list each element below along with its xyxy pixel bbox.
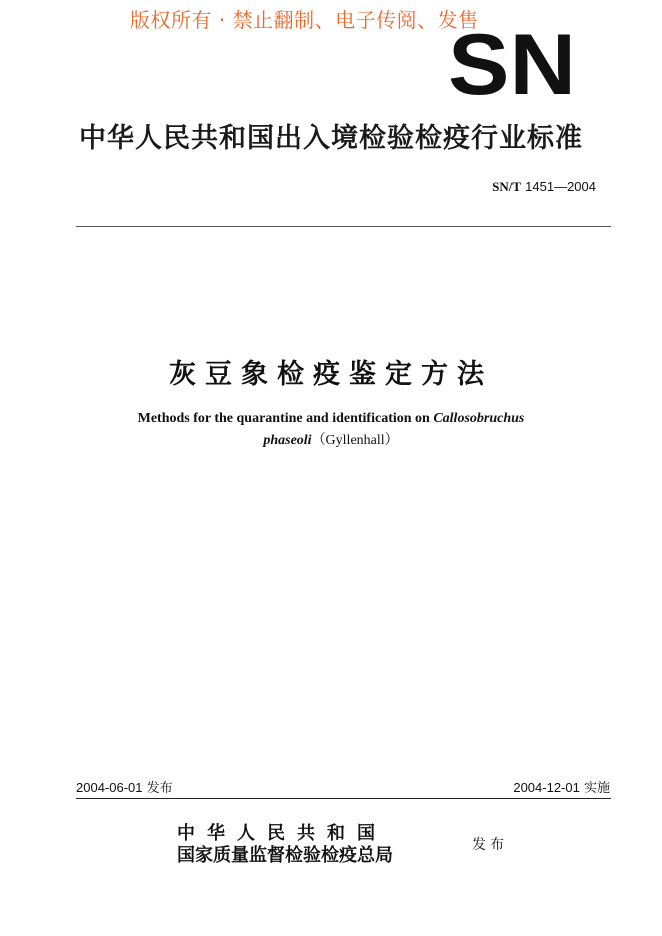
implementation-date-label: 实施 — [583, 781, 610, 796]
issue-date-value: 2004-06-01 — [76, 780, 143, 795]
standard-code-prefix: SN/T — [492, 179, 522, 194]
species-authority: （Gyllenhall） — [311, 433, 399, 448]
header-divider — [76, 226, 611, 227]
issue-date-label: 发布 — [146, 781, 173, 796]
organization-title: 中华人民共和国出入境检验检疫行业标准 — [79, 123, 583, 154]
sn-logo-text: SN — [448, 28, 576, 98]
footer-divider — [76, 798, 611, 799]
species-epithet: phaseoli — [263, 433, 312, 448]
implementation-date-value: 2004-12-01 — [513, 780, 580, 795]
copyright-notice: 版权所有 · 禁止翻制、电子传阅、发售 — [130, 8, 479, 32]
document-title-chinese: 灰豆象检疫鉴定方法 — [169, 359, 493, 390]
issuers-release-label: 发布 — [472, 837, 508, 853]
implementation-date — [513, 777, 610, 796]
species-genus: Callosobruchus — [433, 411, 525, 426]
standard-code — [492, 179, 596, 195]
title-english-text: Methods for the quarantine and identification on — [137, 411, 434, 426]
issuer-line-2: 国家质量监督检验检疫总局 — [177, 845, 393, 866]
document-title-english — [100, 408, 562, 452]
issuing-authorities — [177, 823, 393, 867]
sn-logo — [446, 28, 578, 98]
issuer-line-1: 中华人民共和国 — [177, 823, 387, 844]
issue-date — [76, 777, 173, 796]
standard-code-number: 1451—2004 — [525, 179, 596, 194]
